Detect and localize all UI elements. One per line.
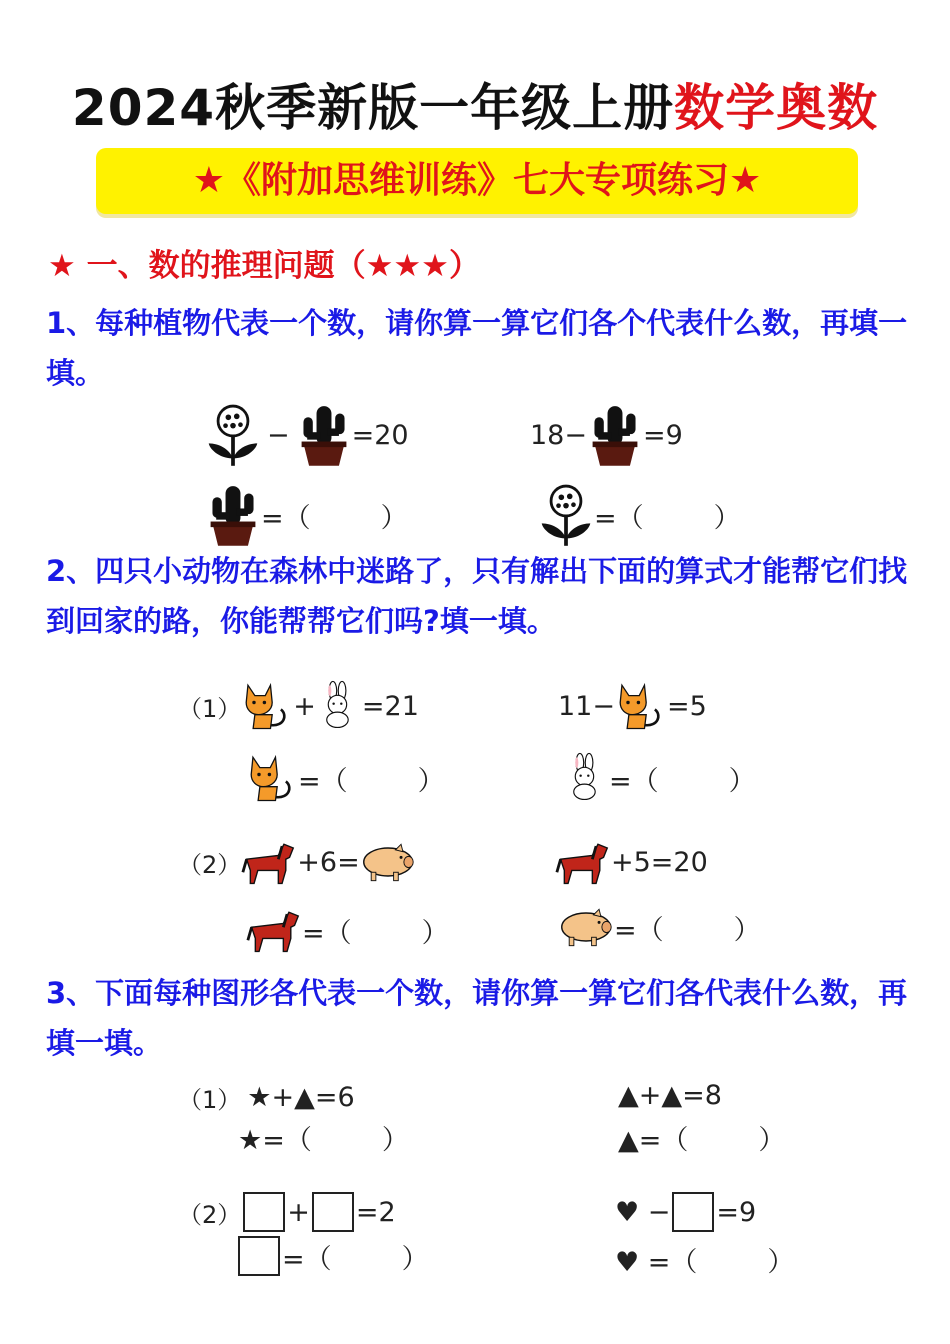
cat-icon xyxy=(241,680,293,732)
q1-ans1-close: ） xyxy=(380,502,408,534)
square-icon xyxy=(243,1192,285,1232)
q2-p2-eq1-mid: +6= xyxy=(297,846,360,878)
page-title xyxy=(0,68,950,140)
cat-icon xyxy=(615,680,667,732)
q3-p2-ans2: ♥ =（ xyxy=(615,1247,698,1278)
q2-part1-label: （1） xyxy=(178,694,242,723)
q3-part1-answer-triangle xyxy=(618,1118,785,1157)
horse-icon xyxy=(555,838,611,886)
title-red: 数学奥数 xyxy=(674,79,879,137)
q3-part2-label: （2） xyxy=(178,1200,242,1229)
q2-p1-eq2-result: =5 xyxy=(666,690,707,722)
q3-part1-answer-star xyxy=(238,1118,409,1157)
q3-p1-ans1: ★=（ xyxy=(238,1125,312,1156)
q1-eq2-left: 18− xyxy=(530,419,587,451)
horse-icon xyxy=(246,906,302,954)
flower-icon xyxy=(538,482,594,548)
q3-p2-ans2-close: ） xyxy=(767,1247,795,1278)
q3-p2-eq1-result: =2 xyxy=(355,1196,396,1228)
q1-equation-1 xyxy=(205,402,409,468)
q3-part1-equation-1 xyxy=(178,1080,355,1115)
q3-part1-equation-2 xyxy=(618,1080,722,1111)
q2-part1-equation-1 xyxy=(178,680,419,732)
q1-eq2-result: =9 xyxy=(642,419,683,451)
q2-p2-ans2-eq: =（ xyxy=(614,914,664,946)
banner: ★《附加思维训练》七大专项练习★ xyxy=(96,148,858,214)
q3-part2-equation-2 xyxy=(615,1192,756,1232)
q3-p2-eq1-plus: + xyxy=(287,1196,310,1228)
q3-p2-eq2-result: =9 xyxy=(716,1196,757,1228)
cactus-icon xyxy=(296,402,352,468)
q2-part1-answer-cat xyxy=(246,752,445,804)
q3-p2-ans1-close: ） xyxy=(401,1243,429,1275)
pig-icon xyxy=(558,906,614,948)
q2-part2-equation-2 xyxy=(555,838,708,886)
q2-p1-eq1-result: =21 xyxy=(361,690,419,722)
square-icon xyxy=(238,1236,280,1276)
q1-ans2-eq: =（ xyxy=(594,502,644,534)
rabbit-icon xyxy=(563,752,609,804)
q1-ans1-eq: =（ xyxy=(261,502,311,534)
cactus-icon xyxy=(587,402,643,468)
q1-equation-2 xyxy=(530,402,683,468)
cat-icon xyxy=(246,752,298,804)
q2-part1-equation-2 xyxy=(558,680,707,732)
q3-p1-ans1-close: ） xyxy=(381,1125,409,1156)
q3-p2-eq2-left: ♥ − xyxy=(615,1196,671,1228)
q3-p1-eq2: ▲+▲=8 xyxy=(618,1080,722,1111)
q2-p1-ans1-eq: =（ xyxy=(298,765,348,797)
q2-part2-label: （2） xyxy=(178,850,242,879)
title-black: 2024秋季新版一年级上册 xyxy=(71,79,675,137)
q1-answer-cactus xyxy=(205,482,408,548)
flower-icon xyxy=(205,402,261,468)
q2-p1-ans2-close: ） xyxy=(728,765,756,797)
cactus-icon xyxy=(205,482,261,548)
q3-part1-label: （1） xyxy=(178,1086,242,1114)
q1-eq1-result: =20 xyxy=(351,419,409,451)
q1-eq1-op: − xyxy=(267,419,290,451)
rabbit-icon xyxy=(316,680,362,732)
q2-part2-answer-horse xyxy=(246,906,449,954)
q2-p2-ans2-close: ） xyxy=(733,914,761,946)
square-icon xyxy=(312,1192,354,1232)
square-icon xyxy=(672,1192,714,1232)
q3-p2-ans1-eq: =（ xyxy=(282,1243,332,1275)
q3-part2-answer-square xyxy=(236,1236,429,1276)
q2-part2-answer-pig xyxy=(558,906,761,948)
q2-p1-ans2-eq: =（ xyxy=(609,765,659,797)
q2-p1-eq2-left: 11− xyxy=(558,690,615,722)
q3-p1-eq1: ★+▲=6 xyxy=(247,1082,355,1113)
question-3-text: 3、下面每种图形各代表一个数，请你算一算它们各代表什么数，再填一填。 xyxy=(46,976,908,1060)
q2-p1-eq1-op: + xyxy=(293,690,316,722)
q3-part2-answer-heart xyxy=(615,1240,794,1279)
q2-p2-eq2-result: +5=20 xyxy=(611,846,708,878)
q2-part2-equation-1 xyxy=(178,838,416,886)
pig-icon xyxy=(360,841,416,883)
horse-icon xyxy=(241,838,297,886)
q3-p1-ans2-close: ） xyxy=(758,1125,786,1156)
q1-ans2-close: ） xyxy=(713,502,741,534)
section-heading: ★ 一、数的推理问题（★★★） xyxy=(48,248,480,284)
q2-p2-ans1-close: ） xyxy=(421,917,449,949)
q3-part2-equation-1 xyxy=(178,1192,396,1232)
q2-p2-ans1-eq: =（ xyxy=(302,917,352,949)
q2-p1-ans1-close: ） xyxy=(417,765,445,797)
q3-p1-ans2: ▲=（ xyxy=(618,1125,689,1156)
q2-part1-answer-rabbit xyxy=(563,752,756,804)
question-1-text: 1、每种植物代表一个数，请你算一算它们各个代表什么数，再填一填。 xyxy=(46,306,908,390)
question-2-text: 2、四只小动物在森林中迷路了，只有解出下面的算式才能帮它们找到回家的路，你能帮帮它们吗?填一填。 xyxy=(46,554,908,638)
q1-answer-flower xyxy=(538,482,741,548)
